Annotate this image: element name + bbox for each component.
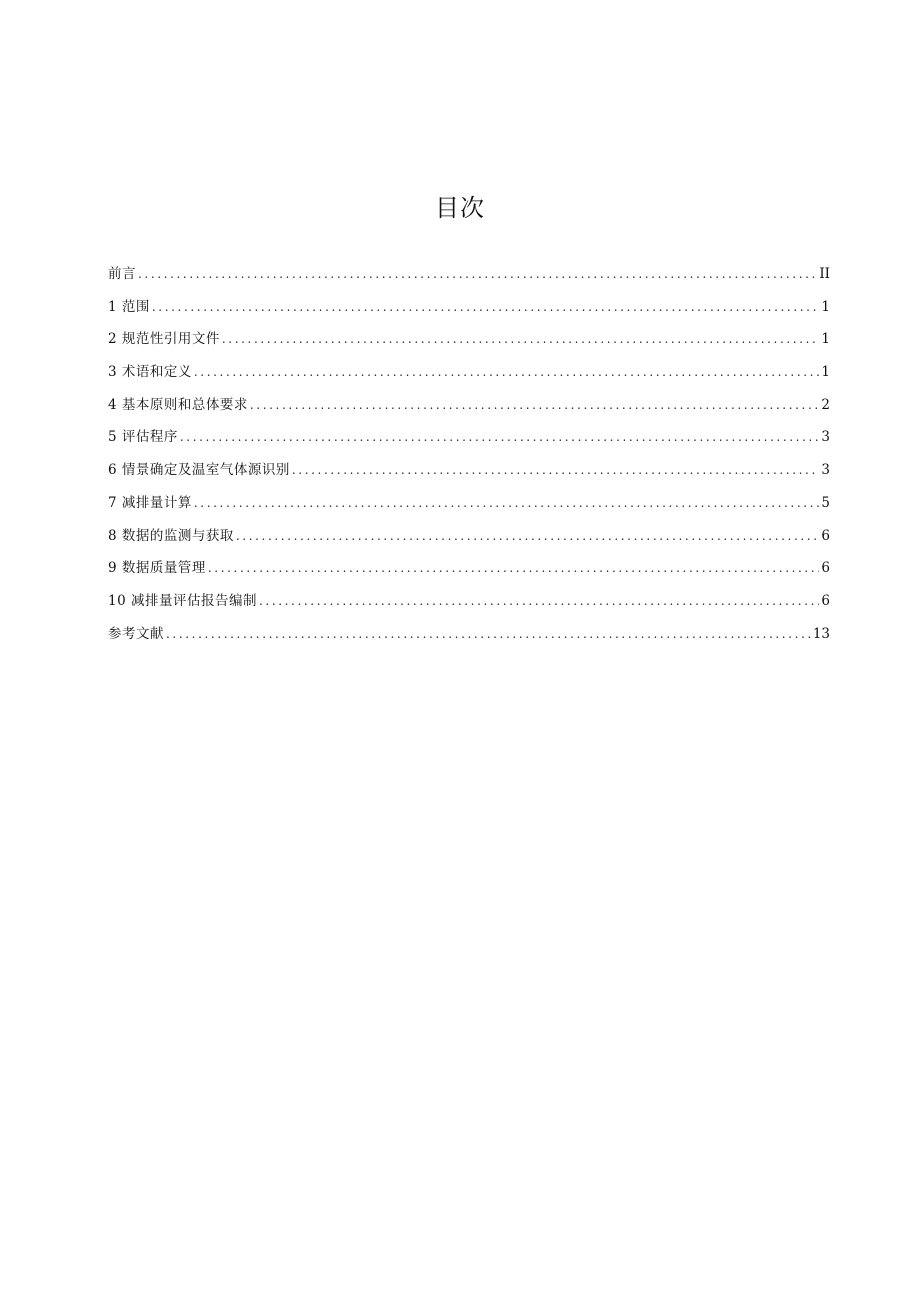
toc-entry-label: 1 范围 — [108, 298, 150, 315]
toc-entry-reduction-calculation[interactable] — [108, 487, 830, 520]
toc-entry-data-quality[interactable] — [108, 552, 830, 585]
toc-page-number: 3 — [821, 429, 830, 446]
toc-entry-label: 6 情景确定及温室气体源识别 — [108, 462, 290, 479]
toc-page-number: 6 — [821, 560, 830, 577]
toc-entry-scenario-ghg-sources[interactable] — [108, 454, 830, 487]
toc-dot-leader — [152, 291, 820, 324]
toc-dot-leader — [236, 520, 820, 553]
toc-page-number: 3 — [821, 462, 830, 479]
toc-entry-label: 前言 — [108, 266, 136, 282]
toc-entry-report-preparation[interactable] — [108, 585, 830, 618]
toc-entry-scope[interactable] — [108, 291, 830, 324]
toc-entry-basic-principles[interactable] — [108, 389, 830, 422]
toc-dot-leader — [194, 487, 820, 520]
toc-entry-references[interactable] — [108, 618, 830, 651]
toc-dot-leader — [208, 552, 820, 585]
toc-dot-leader — [222, 323, 820, 356]
toc-page-number: 6 — [821, 527, 830, 544]
toc-dot-leader — [250, 389, 820, 422]
toc-entry-label: 3 术语和定义 — [108, 364, 192, 381]
toc-page-number: 5 — [821, 494, 830, 511]
toc-dot-leader — [166, 618, 811, 651]
toc-page-number: 2 — [821, 396, 830, 413]
toc-dot-leader — [138, 258, 817, 291]
toc-page-number: II — [819, 266, 830, 282]
toc-page-number: 1 — [821, 298, 830, 315]
toc-dot-leader — [292, 454, 820, 487]
toc-entry-label: 5 评估程序 — [108, 429, 178, 446]
toc-entry-foreword[interactable] — [108, 258, 830, 291]
toc-entry-label: 7 减排量计算 — [108, 494, 192, 511]
toc-entry-data-monitoring[interactable] — [108, 520, 830, 553]
toc-page-number: 1 — [821, 331, 830, 348]
toc-entry-label: 9 数据质量管理 — [108, 560, 206, 577]
toc-dot-leader — [180, 421, 820, 454]
toc-dot-leader — [194, 356, 820, 389]
toc-entry-label: 参考文献 — [108, 625, 164, 642]
toc-page-number: 1 — [821, 364, 830, 381]
table-of-contents — [108, 258, 830, 650]
toc-entry-terms-definitions[interactable] — [108, 356, 830, 389]
toc-entry-assessment-procedure[interactable] — [108, 421, 830, 454]
toc-title: 目次 — [435, 194, 485, 222]
toc-page-number: 6 — [821, 592, 830, 609]
toc-entry-label: 2 规范性引用文件 — [108, 331, 220, 348]
toc-dot-leader — [259, 585, 819, 618]
toc-entry-label: 4 基本原则和总体要求 — [108, 396, 248, 413]
toc-entry-label: 8 数据的监测与获取 — [108, 527, 234, 544]
toc-page-number: 13 — [812, 625, 830, 642]
toc-entry-label: 10 减排量评估报告编制 — [108, 592, 257, 609]
toc-entry-normative-references[interactable] — [108, 323, 830, 356]
